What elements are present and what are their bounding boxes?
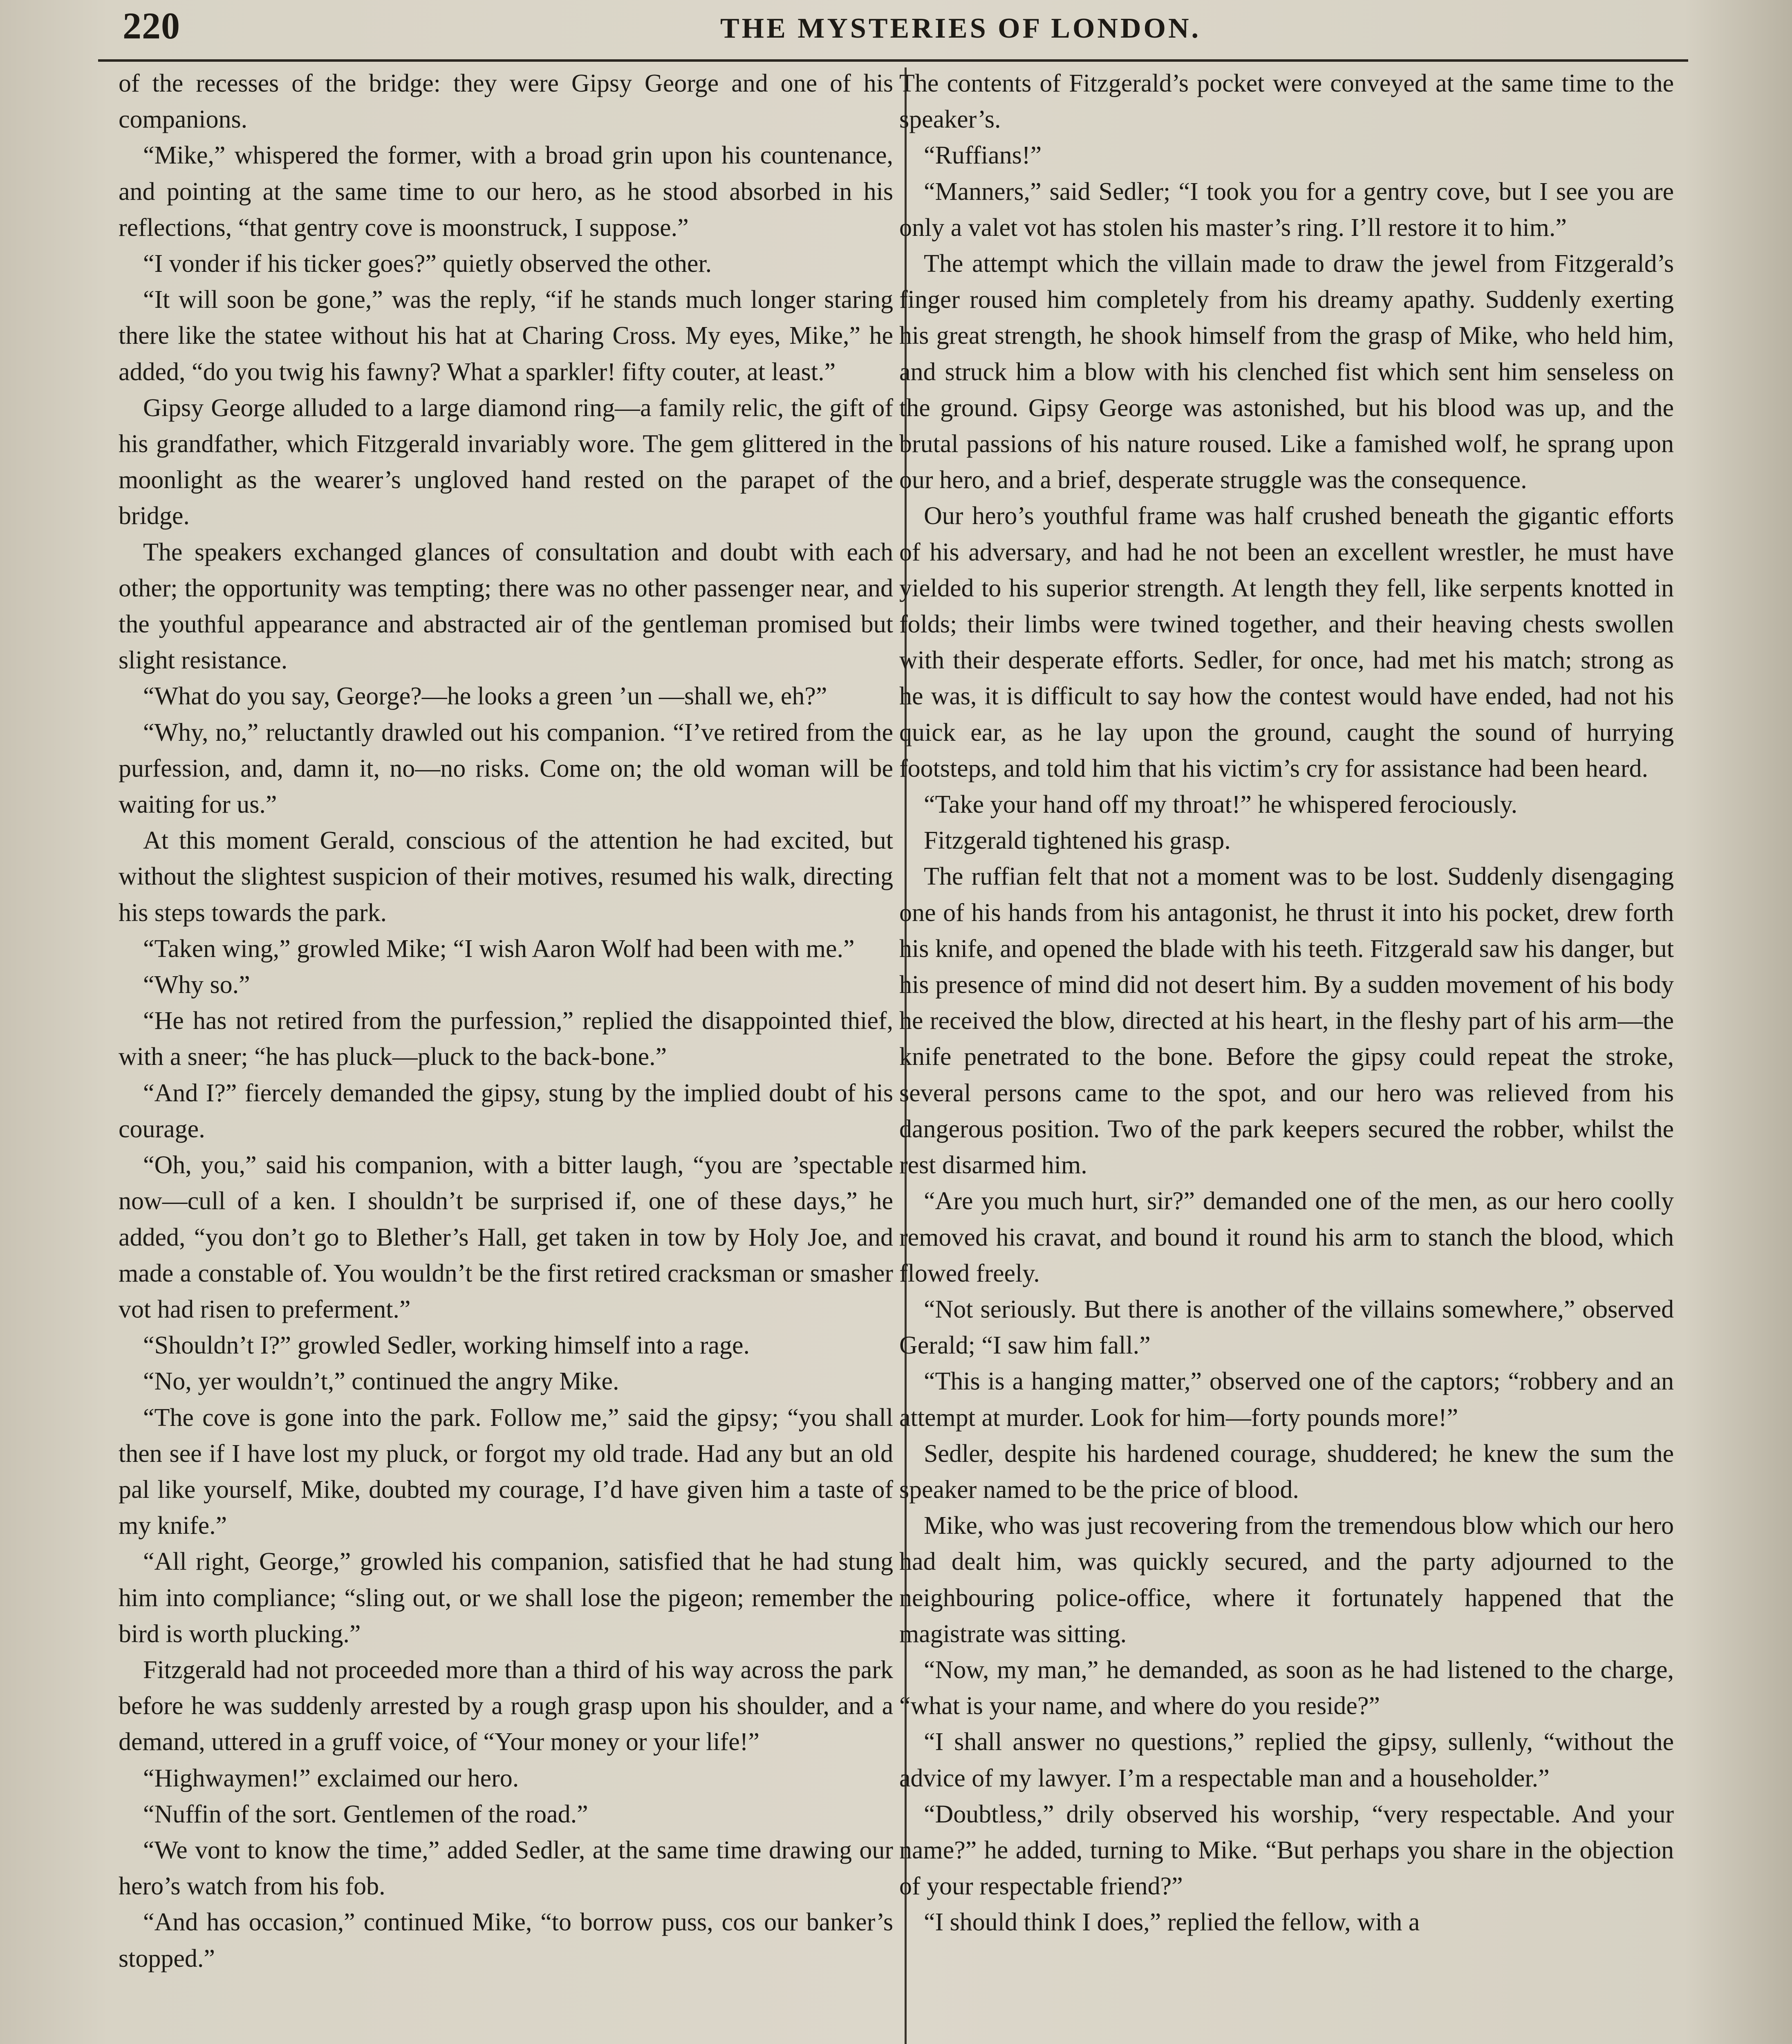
paragraph: “Shouldn’t I?” growled Sedler, working himself into a rage. xyxy=(143,1331,750,1360)
paragraph: “Why, no,” reluctantly drawled out his companion. “I’ve retired from the purfession, and, damn it, no—no risks. Come on; the old woman will be waiting for us.” xyxy=(119,718,893,819)
paragraph: Gipsy George alluded to a large diamond ring—a family relic, the gift of his grandfather, which Fitzgerald invariably wore. The gem glittered in the moonlight as the wearer’s ungloved hand rested on the parapet of the bridge. xyxy=(119,394,893,530)
header-rule xyxy=(98,59,1688,62)
paragraph: “Nuffin of the sort. Gentlemen of the road.” xyxy=(143,1800,588,1828)
paragraph: Sedler, despite his hardened courage, shuddered; he knew the sum the speaker named to be the price of blood. xyxy=(899,1439,1674,1504)
paragraph: The speakers exchanged glances of consultation and doubt with each other; the opportunity was tempting; there was no other passenger near, and the youthful appearance and abstracted air of the gentleman promised but slight resistance. xyxy=(119,538,893,675)
running-title: THE MYSTERIES OF LONDON. xyxy=(720,13,1201,44)
paragraph: Mike, who was just recovering from the tremendous blow which our hero had dealt him, was quickly secured, and the party adjourned to the neighbouring police-office, where it fortunately happened that the magistrate was sitting. xyxy=(899,1512,1674,1648)
paragraph: “Not seriously. But there is another of the villains somewhere,” observed Gerald; “I saw him fall.” xyxy=(899,1295,1674,1360)
paragraph: “It will soon be gone,” was the reply, “if he stands much longer staring there like the statee without his hat at Charing Cross. My eyes, Mike,” he added, “do you twig his fawny? What a sparkler! fifty couter, at least.” xyxy=(119,286,893,386)
paragraph: “Mike,” whispered the former, with a broad grin upon his countenance, and pointing at the same time to our hero, as he stood absorbed in his reflections, “that gentry cove is moonstruck, I suppose.” xyxy=(119,141,893,242)
paragraph: “And I?” fiercely demanded the gipsy, stung by the implied doubt of his courage. xyxy=(119,1079,893,1143)
paragraph: “We vont to know the time,” added Sedler, at the same time drawing our hero’s watch from his fob. xyxy=(119,1836,893,1901)
paragraph: “I shall answer no questions,” replied the gipsy, sullenly, “without the advice of my lawyer. I’m a respectable man and a householder.” xyxy=(899,1728,1674,1792)
paragraph: Fitzgerald had not proceeded more than a third of his way across the park before he was suddenly arrested by a rough grasp upon his shoulder, and a demand, uttered in a gruff voice, of “Your money or your life!” xyxy=(119,1656,893,1756)
paragraph: “Taken wing,” growled Mike; “I wish Aaron Wolf had been with me.” xyxy=(143,935,855,963)
paragraph: Our hero’s youthful frame was half crushed beneath the gigantic efforts of his adversary, and had he not been an excellent wrestler, he must have yielded to his superior strength. At length they fell, like serpents knotted in folds; their limbs were twined together, and their heaving chests swollen with their desperate efforts. Sedler, for once, had met his match; strong as he was, it is difficult to say how the contest would have ended, had not his quick ear, as he lay upon the ground, caught the sound of hurrying footsteps, and told him that his victim’s cry for assistance had been heard. xyxy=(899,502,1674,782)
paragraph: “This is a hanging matter,” observed one of the captors; “robbery and an attempt at murder. Look for him—forty pounds more!” xyxy=(899,1367,1674,1432)
paragraph: “Manners,” said Sedler; “I took you for a gentry cove, but I see you are only a valet vot has stolen his master’s ring. I’ll restore it to him.” xyxy=(899,177,1674,242)
paragraph: “Highwaymen!” exclaimed our hero. xyxy=(143,1764,519,1792)
left-column xyxy=(119,65,893,1977)
paragraph: of the recesses of the bridge: they were Gipsy George and one of his companions. xyxy=(119,69,893,134)
paragraph: “I vonder if his ticker goes?” quietly observed the other. xyxy=(143,250,712,278)
paragraph: “No, yer wouldn’t,” continued the angry Mike. xyxy=(143,1367,619,1396)
paragraph: “All right, George,” growled his companion, satisfied that he had stung him into compliance; “sling out, or we shall lose the pigeon; remember the bird is worth plucking.” xyxy=(119,1548,893,1648)
paragraph: Fitzgerald tightened his grasp. xyxy=(924,827,1231,855)
paragraph: “Ruffians!” xyxy=(924,141,1042,170)
paragraph: “I should think I does,” replied the fellow, with a xyxy=(924,1908,1420,1936)
paragraph: “And has occasion,” continued Mike, “to borrow puss, cos our banker’s stopped.” xyxy=(119,1908,893,1972)
paragraph: “Why so.” xyxy=(143,971,250,999)
right-column xyxy=(899,65,1674,1941)
paragraph: The attempt which the villain made to draw the jewel from Fitzgerald’s finger roused him completely from his dreamy apathy. Suddenly exerting his great strength, he shook himself from the grasp of Mike, who held him, and struck him a blow with his clenched fist which sent him senseless on the ground. Gipsy George was astonished, but his blood was up, and the brutal passions of his nature roused. Like a famished wolf, he sprang upon our hero, and a brief, desperate struggle was the consequence. xyxy=(899,250,1674,494)
paragraph: “He has not retired from the purfession,” replied the disappointed thief, with a sneer; “he has pluck—pluck to the back-bone.” xyxy=(119,1007,893,1071)
paragraph: “Now, my man,” he demanded, as soon as he had listened to the charge, “what is your name, and where do you reside?” xyxy=(899,1656,1674,1720)
paragraph: “The cove is gone into the park. Follow me,” said the gipsy; “you shall then see if I have lost my pluck, or forgot my old trade. Had any but an old pal like yourself, Mike, doubted my courage, I’d have given him a taste of my knife.” xyxy=(119,1403,893,1540)
paragraph: The contents of Fitzgerald’s pocket were conveyed at the same time to the speaker’s. xyxy=(899,69,1674,134)
paragraph: “Oh, you,” said his companion, with a bitter laugh, “you are ’spectable now—cull of a ken. I shouldn’t be surprised if, one of these days,” he added, “you don’t go to Blether’s Hall, get taken in tow by Holy Joe, and made a constable of. You wouldn’t be the first retired cracksman or smasher vot had risen to preferment.” xyxy=(119,1151,893,1323)
paragraph: “What do you say, George?—he looks a green ’un —shall we, eh?” xyxy=(143,682,827,710)
page-number: 220 xyxy=(123,5,180,47)
paragraph: The ruffian felt that not a moment was to be lost. Suddenly disengaging one of his hands from his antagonist, he thrust it into his pocket, drew forth his knife, and opened the blade with his teeth. Fitzgerald saw his danger, but his presence of mind did not desert him. By a sudden movement of his body he received the blow, directed at his heart, in the fleshy part of his arm—the knife penetrated to the bone. Before the gipsy could repeat the stroke, several persons came to the spot, and our hero was relieved from his dangerous position. Two of the park keepers secured the robber, whilst the rest disarmed him. xyxy=(899,863,1674,1179)
paragraph: “Doubtless,” drily observed his worship, “very respectable. And your name?” he added, turning to Mike. “But perhaps you share in the objection of your respectable friend?” xyxy=(899,1800,1674,1901)
paragraph: “Are you much hurt, sir?” demanded one of the men, as our hero coolly removed his cravat, and bound it round his arm to stanch the blood, which flowed freely. xyxy=(899,1187,1674,1287)
paragraph: “Take your hand off my throat!” he whispered ferociously. xyxy=(924,791,1518,819)
paragraph: At this moment Gerald, conscious of the attention he had excited, but without the slightest suspicion of their motives, resumed his walk, directing his steps towards the park. xyxy=(119,827,893,927)
